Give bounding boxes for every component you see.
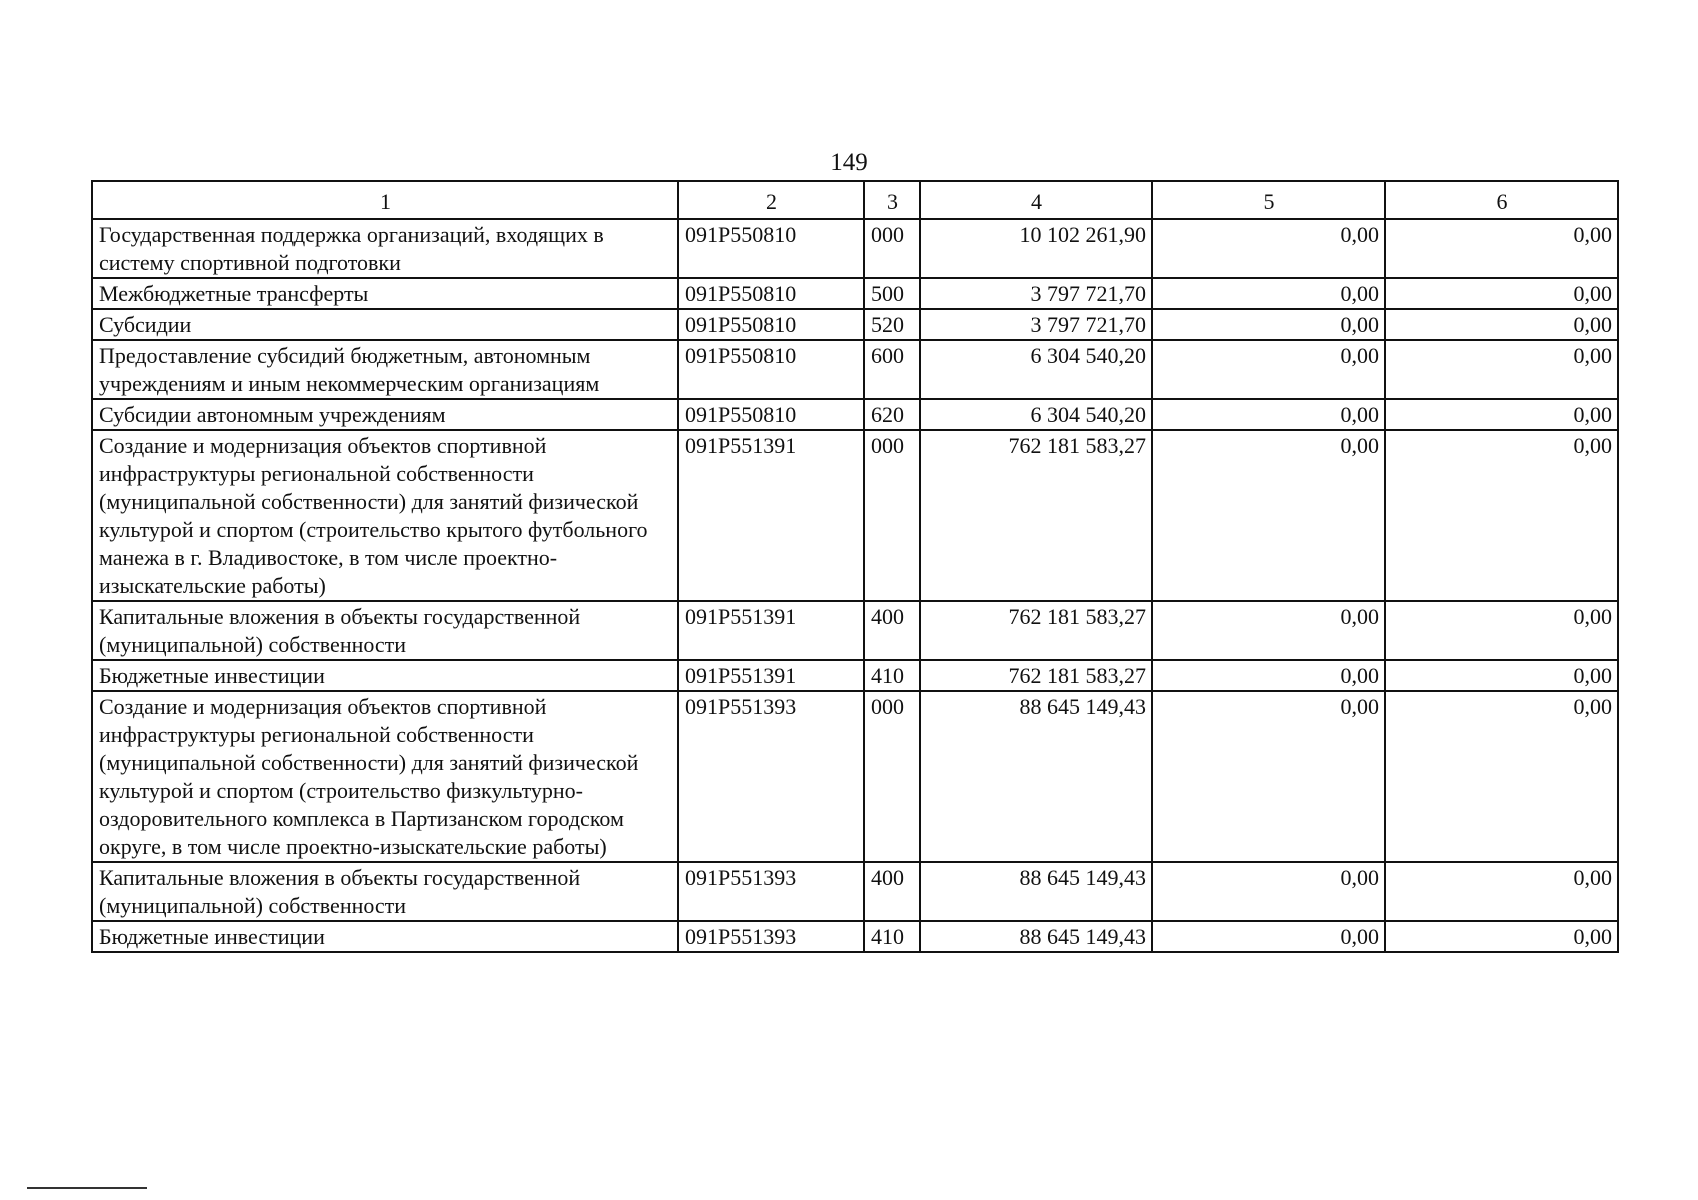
amount-col6-cell: 0,00	[1385, 309, 1618, 340]
amount-col4-cell: 88 645 149,43	[920, 862, 1152, 921]
target-code-cell: 091P551391	[678, 601, 864, 660]
table-row	[92, 660, 1618, 691]
amount-col6-cell: 0,00	[1385, 340, 1618, 399]
expense-name-cell: Субсидии автономным учреждениям	[92, 399, 678, 430]
column-header: 2	[678, 181, 864, 219]
amount-col6-cell: 0,00	[1385, 660, 1618, 691]
expense-type-cell: 620	[864, 399, 920, 430]
table-body	[92, 219, 1618, 952]
column-header: 4	[920, 181, 1152, 219]
expense-name-cell: Капитальные вложения в объекты государственной (муниципальной) собственности	[92, 601, 678, 660]
amount-col4-cell: 6 304 540,20	[920, 340, 1152, 399]
amount-col4-cell: 10 102 261,90	[920, 219, 1152, 278]
expense-type-cell: 500	[864, 278, 920, 309]
amount-col6-cell: 0,00	[1385, 921, 1618, 952]
footnote-separator-line	[27, 1187, 147, 1189]
expense-name-cell: Создание и модернизация объектов спортивной инфраструктуры региональной собственности (муниципальной собственности) для занятий физической культурой и спортом (строительство крытого футбольного манежа в г. Владивостоке, в том числе проектно-изыскательские работы)	[92, 430, 678, 601]
amount-col5-cell: 0,00	[1152, 309, 1385, 340]
amount-col6-cell: 0,00	[1385, 691, 1618, 862]
expense-name-cell: Капитальные вложения в объекты государственной (муниципальной) собственности	[92, 862, 678, 921]
amount-col5-cell: 0,00	[1152, 601, 1385, 660]
amount-col6-cell: 0,00	[1385, 601, 1618, 660]
table-row	[92, 430, 1618, 601]
target-code-cell: 091P550810	[678, 219, 864, 278]
column-header: 6	[1385, 181, 1618, 219]
target-code-cell: 091P550810	[678, 399, 864, 430]
expense-type-cell: 000	[864, 430, 920, 601]
table-row	[92, 340, 1618, 399]
amount-col4-cell: 3 797 721,70	[920, 309, 1152, 340]
amount-col5-cell: 0,00	[1152, 430, 1385, 601]
amount-col4-cell: 762 181 583,27	[920, 601, 1152, 660]
expense-type-cell: 600	[864, 340, 920, 399]
amount-col5-cell: 0,00	[1152, 921, 1385, 952]
expense-type-cell: 000	[864, 219, 920, 278]
amount-col5-cell: 0,00	[1152, 660, 1385, 691]
expense-type-cell: 400	[864, 862, 920, 921]
header-row	[92, 181, 1618, 219]
amount-col6-cell: 0,00	[1385, 862, 1618, 921]
expense-type-cell: 000	[864, 691, 920, 862]
expense-type-cell: 410	[864, 660, 920, 691]
expense-name-cell: Государственная поддержка организаций, входящих в систему спортивной подготовки	[92, 219, 678, 278]
amount-col4-cell: 762 181 583,27	[920, 660, 1152, 691]
expense-name-cell: Предоставление субсидий бюджетным, автономным учреждениям и иным некоммерческим организациям	[92, 340, 678, 399]
table-header	[92, 181, 1618, 219]
table-row	[92, 309, 1618, 340]
amount-col6-cell: 0,00	[1385, 430, 1618, 601]
budget-table	[91, 180, 1619, 953]
expense-name-cell: Создание и модернизация объектов спортивной инфраструктуры региональной собственности (муниципальной собственности) для занятий физической культурой и спортом (строительство физкультурно-оздоровительного комплекса в Партизанском городском округе, в том числе проектно-изыскательские работы)	[92, 691, 678, 862]
amount-col4-cell: 88 645 149,43	[920, 921, 1152, 952]
column-header: 3	[864, 181, 920, 219]
table-row	[92, 219, 1618, 278]
amount-col5-cell: 0,00	[1152, 219, 1385, 278]
amount-col5-cell: 0,00	[1152, 340, 1385, 399]
target-code-cell: 091P550810	[678, 309, 864, 340]
amount-col5-cell: 0,00	[1152, 278, 1385, 309]
target-code-cell: 091P551391	[678, 660, 864, 691]
expense-name-cell: Бюджетные инвестиции	[92, 660, 678, 691]
target-code-cell: 091P551391	[678, 430, 864, 601]
amount-col4-cell: 762 181 583,27	[920, 430, 1152, 601]
target-code-cell: 091P551393	[678, 862, 864, 921]
table-row	[92, 691, 1618, 862]
amount-col6-cell: 0,00	[1385, 399, 1618, 430]
column-header: 5	[1152, 181, 1385, 219]
target-code-cell: 091P550810	[678, 340, 864, 399]
table-row	[92, 862, 1618, 921]
amount-col6-cell: 0,00	[1385, 278, 1618, 309]
target-code-cell: 091P551393	[678, 921, 864, 952]
target-code-cell: 091P550810	[678, 278, 864, 309]
expense-type-cell: 520	[864, 309, 920, 340]
amount-col5-cell: 0,00	[1152, 691, 1385, 862]
amount-col6-cell: 0,00	[1385, 219, 1618, 278]
expense-name-cell: Бюджетные инвестиции	[92, 921, 678, 952]
amount-col5-cell: 0,00	[1152, 862, 1385, 921]
page-number: 149	[830, 149, 868, 176]
amount-col4-cell: 6 304 540,20	[920, 399, 1152, 430]
amount-col4-cell: 3 797 721,70	[920, 278, 1152, 309]
table-row	[92, 278, 1618, 309]
table-row	[92, 399, 1618, 430]
expense-type-cell: 410	[864, 921, 920, 952]
target-code-cell: 091P551393	[678, 691, 864, 862]
expense-name-cell: Межбюджетные трансферты	[92, 278, 678, 309]
table-row	[92, 601, 1618, 660]
expense-type-cell: 400	[864, 601, 920, 660]
table-row	[92, 921, 1618, 952]
amount-col4-cell: 88 645 149,43	[920, 691, 1152, 862]
amount-col5-cell: 0,00	[1152, 399, 1385, 430]
column-header: 1	[92, 181, 678, 219]
expense-name-cell: Субсидии	[92, 309, 678, 340]
